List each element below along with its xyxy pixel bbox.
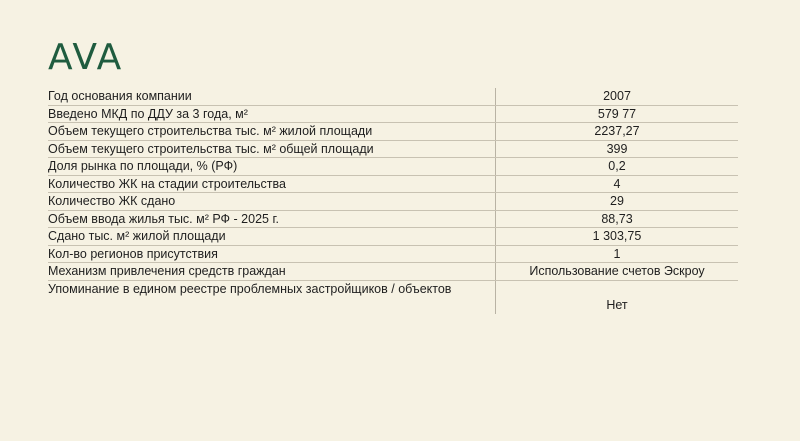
table-row xyxy=(48,211,738,229)
row-label: Количество ЖК на стадии строительства xyxy=(48,176,496,193)
row-label: Количество ЖК сдано xyxy=(48,193,496,210)
table-row xyxy=(48,141,738,159)
row-value: 2007 xyxy=(603,89,631,103)
table-row xyxy=(48,176,738,194)
table-row xyxy=(48,193,738,211)
row-value: 579 77 xyxy=(597,106,637,121)
table-row xyxy=(48,228,738,246)
table-row xyxy=(48,88,738,106)
row-value: 1 303,75 xyxy=(592,229,642,243)
page-title: AVA xyxy=(48,37,124,78)
row-label: Доля рынка по площади, % (РФ) xyxy=(48,158,496,175)
row-value: 88,73 xyxy=(601,211,633,226)
table-row xyxy=(48,281,738,314)
row-value: 2237,27 xyxy=(594,124,640,138)
row-value: 1 xyxy=(613,246,621,261)
table-row xyxy=(48,263,738,281)
table-row xyxy=(48,106,738,124)
row-value: 29 xyxy=(610,194,624,208)
row-label: Год основания компании xyxy=(48,88,496,105)
row-value: 0,2 xyxy=(608,159,626,173)
row-label: Кол-во регионов присутствия xyxy=(48,246,496,263)
row-label: Объем текущего строительства тыс. м² общей площади xyxy=(48,141,496,158)
row-value: 4 xyxy=(613,176,621,191)
row-value: Нет xyxy=(606,298,628,312)
row-label: Введено МКД по ДДУ за 3 года, м² xyxy=(48,106,496,123)
table-row xyxy=(48,158,738,176)
table-row xyxy=(48,246,738,264)
row-label: Механизм привлечения средств граждан xyxy=(48,263,496,280)
row-label: Объем ввода жилья тыс. м² РФ - 2025 г. xyxy=(48,211,496,228)
row-label: Упоминание в едином реестре проблемных застройщиков / объектов xyxy=(48,281,496,314)
table-row xyxy=(48,123,738,141)
row-value: 399 xyxy=(606,141,628,156)
company-info-table xyxy=(48,88,738,314)
row-value: Использование счетов Эскроу xyxy=(529,264,705,278)
row-label: Объем текущего строительства тыс. м² жилой площади xyxy=(48,123,496,140)
row-label: Сдано тыс. м² жилой площади xyxy=(48,228,496,245)
